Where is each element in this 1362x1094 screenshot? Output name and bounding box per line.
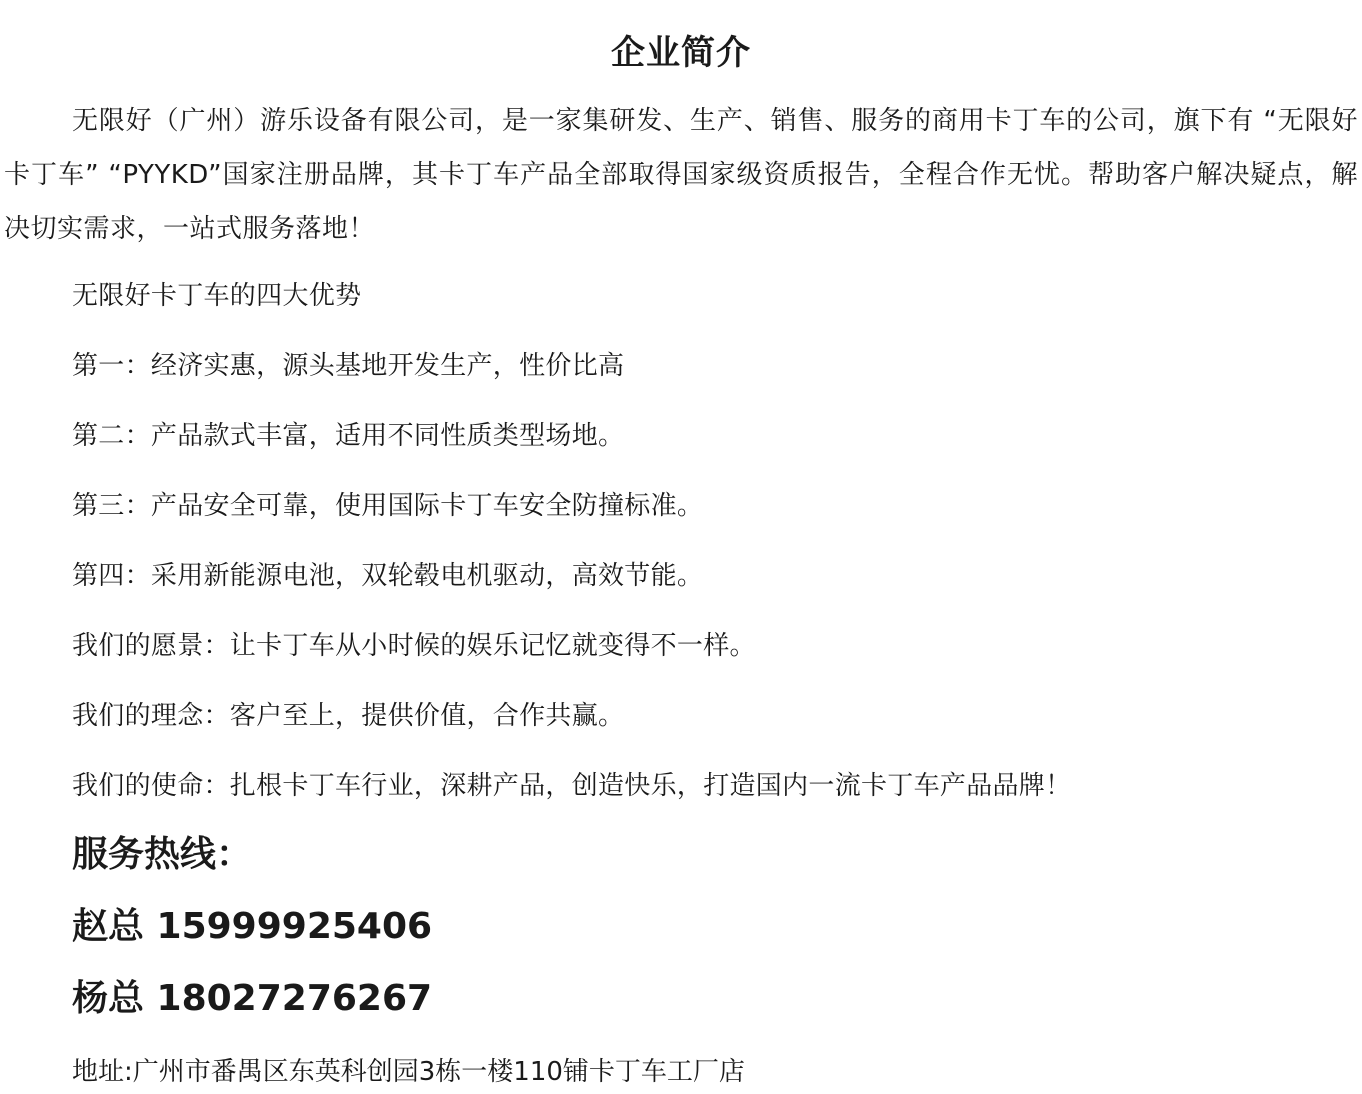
advantages-heading: 无限好卡丁车的四大优势 <box>72 281 362 311</box>
philosophy-statement: 我们的理念：客户至上，提供价值，合作共赢。 <box>72 701 625 731</box>
hotline-label: 服务热线： <box>72 834 253 875</box>
advantage-item-1: 第一：经济实惠，源头基地开发生产，性价比高 <box>72 351 625 381</box>
intro-paragraph: 无限好（广州）游乐设备有限公司，是一家集研发、生产、销售、服务的商用卡丁车的公司，旗下有 “无限好卡丁车” “PYYKD”国家注册品牌，其卡丁车产品全部取得国家级资质报告，全程合作无忧。帮助客户解决疑点，解决切实需求，一站式服务落地！ <box>4 106 1358 244</box>
advantage-item-2: 第二：产品款式丰富，适用不同性质类型场地。 <box>72 421 625 451</box>
company-address: 地址:广州市番禺区东英科创园3栋一楼110铺卡丁车工厂店 <box>72 1057 745 1087</box>
advantage-item-3: 第三：产品安全可靠，使用国际卡丁车安全防撞标准。 <box>72 491 704 521</box>
vision-statement: 我们的愿景：让卡丁车从小时候的娱乐记忆就变得不一样。 <box>72 631 756 661</box>
contact-yang: 杨总 18027276267 <box>72 978 433 1019</box>
contact-zhao: 赵总 15999925406 <box>72 906 433 947</box>
page-title: 企业简介 <box>611 32 751 73</box>
advantage-item-4: 第四：采用新能源电池，双轮毂电机驱动，高效节能。 <box>72 561 704 591</box>
mission-statement: 我们的使命：扎根卡丁车行业，深耕产品，创造快乐，打造国内一流卡丁车产品品牌！ <box>72 771 1072 801</box>
